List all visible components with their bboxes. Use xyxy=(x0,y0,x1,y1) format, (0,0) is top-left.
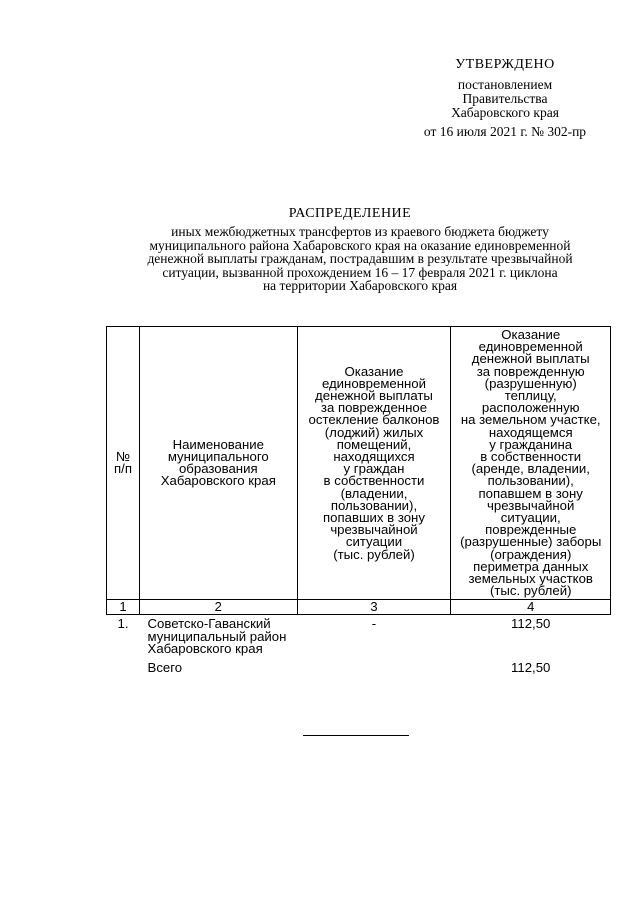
subtitle-line: иных межбюджетных трансфертов из краевого бюджета бюджету xyxy=(171,224,549,239)
text-line: ситуации, xyxy=(500,510,561,526)
text-line: (ограждения) xyxy=(490,546,572,562)
table-row xyxy=(107,615,611,656)
text-line: остекление балконов xyxy=(308,412,440,428)
row-number: 1. xyxy=(117,616,129,632)
text-line: у граждан xyxy=(343,461,405,477)
document-subtitle xyxy=(100,225,620,293)
header-greenhouse-payment xyxy=(451,327,611,600)
text-line: (аренде, владении, xyxy=(471,461,590,477)
closing-line xyxy=(303,735,409,736)
text-line: Советско-Гаванский xyxy=(147,616,271,632)
header-number xyxy=(107,327,140,600)
text-line: единовременной xyxy=(478,339,583,355)
column-number-row xyxy=(107,600,611,615)
text-line: попавшем в зону xyxy=(478,485,583,501)
text-line: (разрушенные) заборы xyxy=(460,534,602,550)
text-line: за поврежденное xyxy=(320,400,428,416)
text-line: единовременной xyxy=(321,375,427,391)
text-line: Хабаровского края xyxy=(160,473,276,489)
header-balcony-payment xyxy=(297,327,451,600)
text-line: Оказание xyxy=(501,327,561,342)
total-row xyxy=(107,656,611,675)
text-line: чрезвычайной xyxy=(487,497,575,513)
text-line: пользовании), xyxy=(487,473,574,489)
column-number: 1 xyxy=(107,600,140,615)
approval-line: Правительства xyxy=(462,91,548,106)
text-line: земельных участков xyxy=(468,571,593,587)
subtitle-line: ситуации, вызванной прохождением 16 – 17 февраля 2021 г. циклона xyxy=(162,264,558,280)
total-value: 112,50 xyxy=(511,659,551,675)
text-line: пользовании), xyxy=(330,497,418,513)
subtitle-line: на территории Хабаровского края xyxy=(262,278,458,293)
text-line: периметра данных xyxy=(473,558,589,574)
text-line: муниципальный район xyxy=(147,628,287,644)
document-title: РАСПРЕДЕЛЕНИЕ xyxy=(288,206,412,221)
distribution-table xyxy=(106,326,611,674)
text-line: (тыс. рублей) xyxy=(333,546,415,562)
text-line: чрезвычайной xyxy=(330,522,418,538)
text-line: п/п xyxy=(114,461,132,477)
text-line: (тыс. рублей) xyxy=(489,583,572,599)
text-line: на земельном участке, xyxy=(460,412,601,428)
text-line: Оказание xyxy=(344,363,404,379)
approval-stamp xyxy=(400,58,610,139)
column-number: 2 xyxy=(140,600,298,615)
text-line: находящихся xyxy=(333,449,415,465)
approval-line: Хабаровского края xyxy=(451,105,559,120)
subtitle-line: денежной выплаты гражданам, пострадавшим в результате чрезвычайной xyxy=(147,251,573,266)
text-line: образования xyxy=(178,461,258,477)
header-municipality xyxy=(140,327,298,600)
text-line: расположенную xyxy=(481,400,580,416)
text-line: ситуации xyxy=(345,534,403,550)
text-line: у гражданина xyxy=(489,436,573,452)
approval-title: УТВЕРЖДЕНО xyxy=(455,57,555,72)
text-line: Хабаровского края xyxy=(147,641,263,657)
approval-date: от 16 июля 2021 г. № 302-пр xyxy=(423,124,587,139)
column-number: 3 xyxy=(297,600,451,615)
text-line: теплицу, xyxy=(504,388,557,404)
text-line: поврежденные xyxy=(485,522,577,538)
text-line: находящемся xyxy=(488,424,573,440)
text-line: помещений, xyxy=(336,436,412,452)
table-header-row xyxy=(107,327,611,600)
text-line: (лоджий) жилых xyxy=(324,424,424,440)
text-line: № xyxy=(115,449,131,465)
approval-line: постановлением xyxy=(457,77,553,92)
text-line: в собственности xyxy=(480,449,582,465)
text-line: муниципального xyxy=(167,449,269,465)
subtitle-line: муниципального района Хабаровского края на оказание единовременной xyxy=(149,237,571,253)
text-line: (владении, xyxy=(340,485,408,501)
text-line: попавших в зону xyxy=(323,510,425,526)
row-municipality xyxy=(140,615,298,656)
text-line: за поврежденную xyxy=(476,363,585,379)
column-number: 4 xyxy=(451,600,611,615)
text-line: в собственности xyxy=(323,473,425,489)
text-line: (разрушенную) xyxy=(484,375,577,391)
text-line: Наименование xyxy=(172,436,264,452)
total-label: Всего xyxy=(147,659,183,675)
row-greenhouse-value: 112,50 xyxy=(511,616,551,632)
text-line: денежной выплаты xyxy=(315,388,433,404)
row-balcony-value: - xyxy=(371,616,377,632)
text-line: денежной выплаты xyxy=(471,351,590,367)
